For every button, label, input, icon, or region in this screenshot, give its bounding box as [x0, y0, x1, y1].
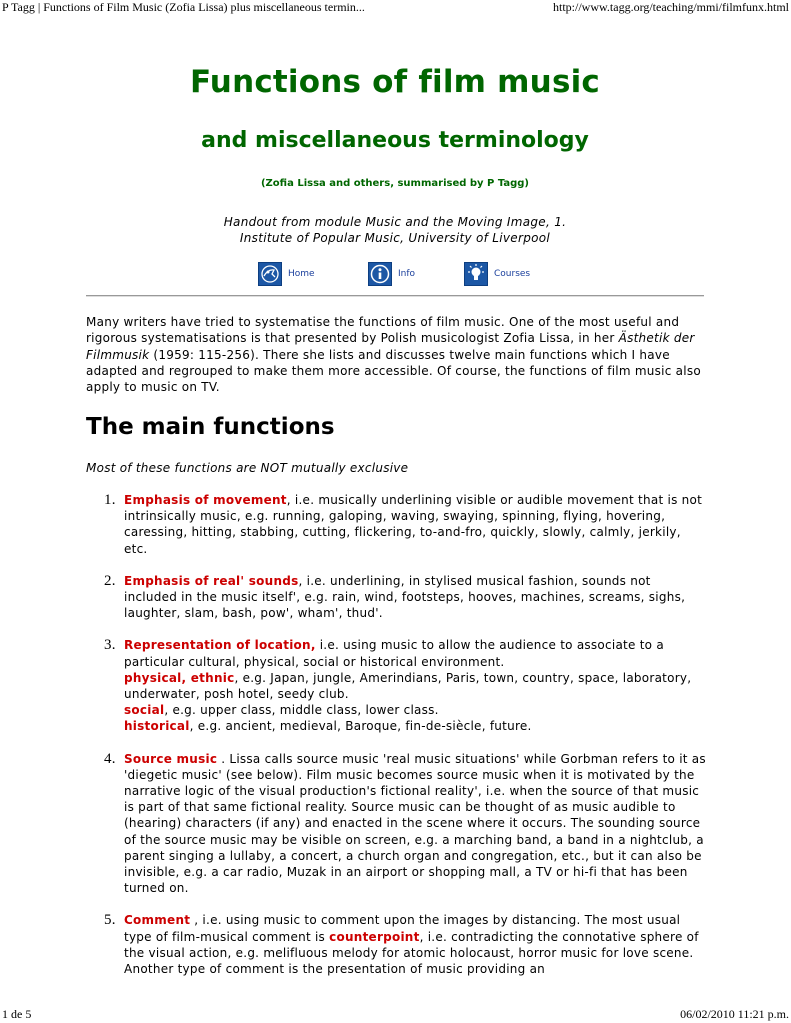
courses-lightbulb-icon[interactable] [464, 262, 488, 286]
intro-text-2: (1959: 115-256). There she lists and discusses twelve main functions which I have adapted and regrouped to make them more accessible. Of course, the functions of film music also apply to music on TV. [86, 347, 701, 395]
list-number: 4. [104, 750, 116, 767]
nav-courses-label[interactable]: Courses [494, 269, 531, 279]
function-description: , i.e. musically underlining visible or audible movement that is not intrinsically music, e.g. running, galoping, waving, swaying, spinning, flying, hovering, caressing, hitting, stabbing, cutting, flickering, to-and-fro, quickly, slowly, calmly, jerkily, etc. [124, 493, 703, 556]
print-footer-page: 1 de 5 [2, 1007, 32, 1021]
nav-info-label[interactable]: Info [398, 269, 416, 279]
list-number: 3. [104, 637, 116, 654]
page-subtitle: and miscellaneous terminology [201, 128, 589, 153]
subfunction-description: , e.g. Japan, jungle, Amerindians, Paris, town, country, space, laboratory, underwater, posh hotel, seedy club. [124, 670, 692, 702]
function-term: Emphasis of movement [124, 493, 287, 507]
nav-bar [86, 262, 704, 288]
section-heading: The main functions [86, 414, 335, 440]
list-item [104, 572, 706, 622]
handout-info [86, 214, 704, 246]
list-number: 2. [104, 572, 116, 589]
function-term: Emphasis of real' sounds [124, 573, 299, 588]
print-header-title: P Tagg | Functions of Film Music (Zofia Lissa) plus miscellaneous termin... [2, 0, 365, 14]
function-term: Comment [124, 913, 191, 928]
nav-home-label[interactable]: Home [288, 269, 315, 279]
print-header-url: http://www.tagg.org/teaching/mmi/filmfunx.html [553, 0, 789, 14]
nav-courses-link[interactable] [464, 262, 530, 286]
functions-list [86, 492, 706, 993]
print-footer-date: 06/02/2010 11:21 p.m. [680, 1007, 789, 1021]
list-item [104, 492, 706, 557]
handout-line-2: Institute of Popular Music, University of Liverpool [239, 231, 551, 245]
page-title: Functions of film music [189, 64, 601, 100]
function-term-counterpoint: counterpoint [329, 929, 420, 944]
handout-line-1: Handout from module Music and the Moving Image, 1. [223, 215, 567, 229]
function-term: Representation of location, [124, 638, 316, 653]
function-description: , i.e. contradicting the connotative sphere of the visual action, e.g. melifluous melody for atomic holocaust, horror music for love scene. Another type of comment is the presentation of music providing an [124, 929, 699, 977]
intro-text-1: Many writers have tried to systematise the functions of film music. One of the most useful and rigorous systematisations is that presented by Polish musicologist Zofia Lissa, in her [86, 315, 680, 346]
section-note: Most of these functions are NOT mutually exclusive [86, 461, 409, 475]
function-term: Source music [124, 751, 218, 766]
divider [86, 295, 704, 297]
subfunction-term: historical [124, 719, 190, 734]
nav-info-link[interactable] [368, 262, 415, 286]
nav-home-link[interactable] [258, 262, 315, 286]
home-icon[interactable] [258, 262, 282, 286]
info-icon[interactable] [368, 262, 392, 286]
list-item [104, 912, 706, 977]
subfunction-term: social [124, 703, 165, 718]
list-number: 5. [104, 912, 116, 929]
intro-book-title: Ästhetik der Filmmusik [86, 331, 695, 362]
subfunction-description: , e.g. upper class, middle class, lower class. [164, 703, 439, 718]
function-description: i.e. using music to allow the audience to associate to a particular cultural, physical, social or historical environment. [124, 638, 664, 669]
list-item [104, 637, 706, 734]
intro-paragraph [86, 314, 708, 395]
list-item [104, 750, 706, 897]
credit-line: (Zofia Lissa and others, summarised by P Tagg) [260, 178, 530, 189]
subfunction-term: physical, ethnic [124, 670, 235, 685]
function-description: , i.e. underlining, in stylised musical fashion, sounds not included in the music itself', e.g. rain, wind, footsteps, hooves, machines, screams, sighs, laughter, slam, bash, pow', wham', thud'. [124, 573, 686, 621]
list-number: 1. [104, 492, 116, 508]
subfunction-description: , e.g. ancient, medieval, Baroque, fin-de-siècle, future. [189, 719, 532, 734]
function-description: . Lissa calls source music 'real music situations' while Gorbman refers to it as 'diegetic music' (see below). Film music becomes source music when it is motivated by the narrative logic of the visual production's fictional reality', i.e. when the source of that music is part of that same fictional reality. Source music can be thought of as music audible to (hearing) characters (if any) and enacted in the scene where it occurs. The sounding source of the source music may be visible on screen, e.g. a marching band, a band in a nightclub, a parent singing a lullaby, a concert, a church organ and congregation, etc., but it can also be invisible, e.g. a car radio, Muzak in an airport or shopping mall, a TV or hi-fi that has been turned on. [124, 751, 706, 896]
function-description: , i.e. using music to comment upon the images by distancing. The most usual type of film-musical comment is [124, 913, 681, 944]
